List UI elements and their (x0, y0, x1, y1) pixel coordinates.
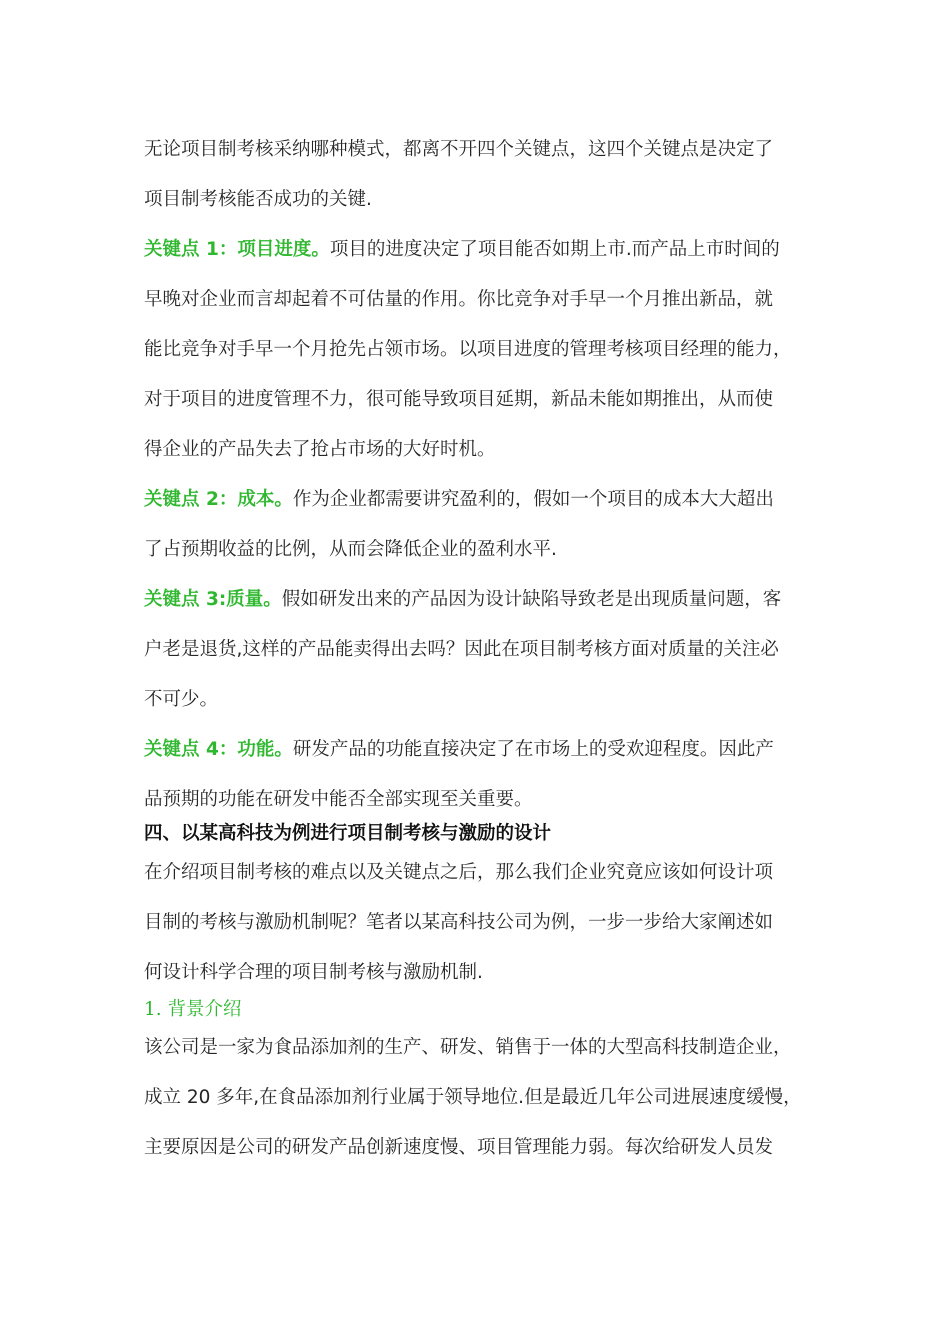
key-point-1-paragraph-line-1 (144, 237, 780, 263)
intro-line-2: 项目制考核能否成功的关键. (144, 189, 372, 210)
section-4-line-2: 目制的考核与激励机制呢？笔者以某高科技公司为例，一步一步给大家阐述如 (144, 912, 774, 933)
key-point-1-label: 关键点 1：项目进度。 (144, 239, 330, 260)
key-point-2-paragraph-line-1 (144, 487, 774, 513)
key-point-3-label: 关键点 3:质量。 (144, 589, 282, 610)
background-line-3: 主要原因是公司的研发产品创新速度慢、项目管理能力弱。每次给研发人员发 (144, 1137, 774, 1158)
key-point-1-line-2: 早晚对企业而言却起着不可估量的作用。你比竞争对手早一个月推出新品，就 (144, 289, 774, 310)
key-point-1-line-4: 对于项目的进度管理不力，很可能导致项目延期，新品未能如期推出，从而使 (144, 389, 774, 410)
key-point-3-text: 假如研发出来的产品因为设计缺陷导致老是出现质量问题，客 (281, 589, 782, 610)
key-point-3-paragraph-line-1 (144, 587, 781, 613)
key-point-1-line-3: 能比竞争对手早一个月抢先占领市场。以项目进度的管理考核项目经理的能力， (144, 339, 792, 360)
key-point-4-paragraph-line-1 (144, 737, 774, 763)
background-heading: 1. 背景介绍 (144, 999, 242, 1020)
key-point-2-label: 关键点 2：成本。 (144, 489, 293, 510)
section-4-line-1: 在介绍项目制考核的难点以及关键点之后，那么我们企业究竟应该如何设计项 (144, 862, 774, 883)
key-point-2-text: 作为企业都需要讲究盈利的，假如一个项目的成本大大超出 (292, 489, 774, 510)
key-point-1-line-5: 得企业的产品失去了抢占市场的大好时机。 (144, 439, 496, 460)
key-point-4-line-2: 品预期的功能在研发中能否全部实现至关重要。 (144, 789, 533, 810)
background-line-1: 该公司是一家为食品添加剂的生产、研发、销售于一体的大型高科技制造企业， (144, 1037, 792, 1058)
background-line-2: 成立 20 多年,在食品添加剂行业属于领导地位.但是最近几年公司进展速度缓慢， (144, 1087, 802, 1108)
section-4-line-3: 何设计科学合理的项目制考核与激励机制. (144, 962, 483, 983)
key-point-1-text: 项目的进度决定了项目能否如期上市.而产品上市时间的 (329, 239, 780, 260)
key-point-3-line-3: 不可少。 (144, 689, 219, 710)
intro-line-1: 无论项目制考核采纳哪种模式，都离不开四个关键点，这四个关键点是决定了 (144, 139, 774, 160)
key-point-4-label: 关键点 4：功能。 (144, 739, 293, 760)
key-point-3-line-2: 户老是退货,这样的产品能卖得出去吗？因此在项目制考核方面对质量的关注必 (144, 639, 779, 660)
key-point-2-line-2: 了占预期收益的比例，从而会降低企业的盈利水平. (144, 539, 557, 560)
key-point-4-text: 研发产品的功能直接决定了在市场上的受欢迎程度。因此产 (292, 739, 774, 760)
section-4-heading: 四、以某高科技为例进行项目制考核与激励的设计 (144, 823, 552, 844)
